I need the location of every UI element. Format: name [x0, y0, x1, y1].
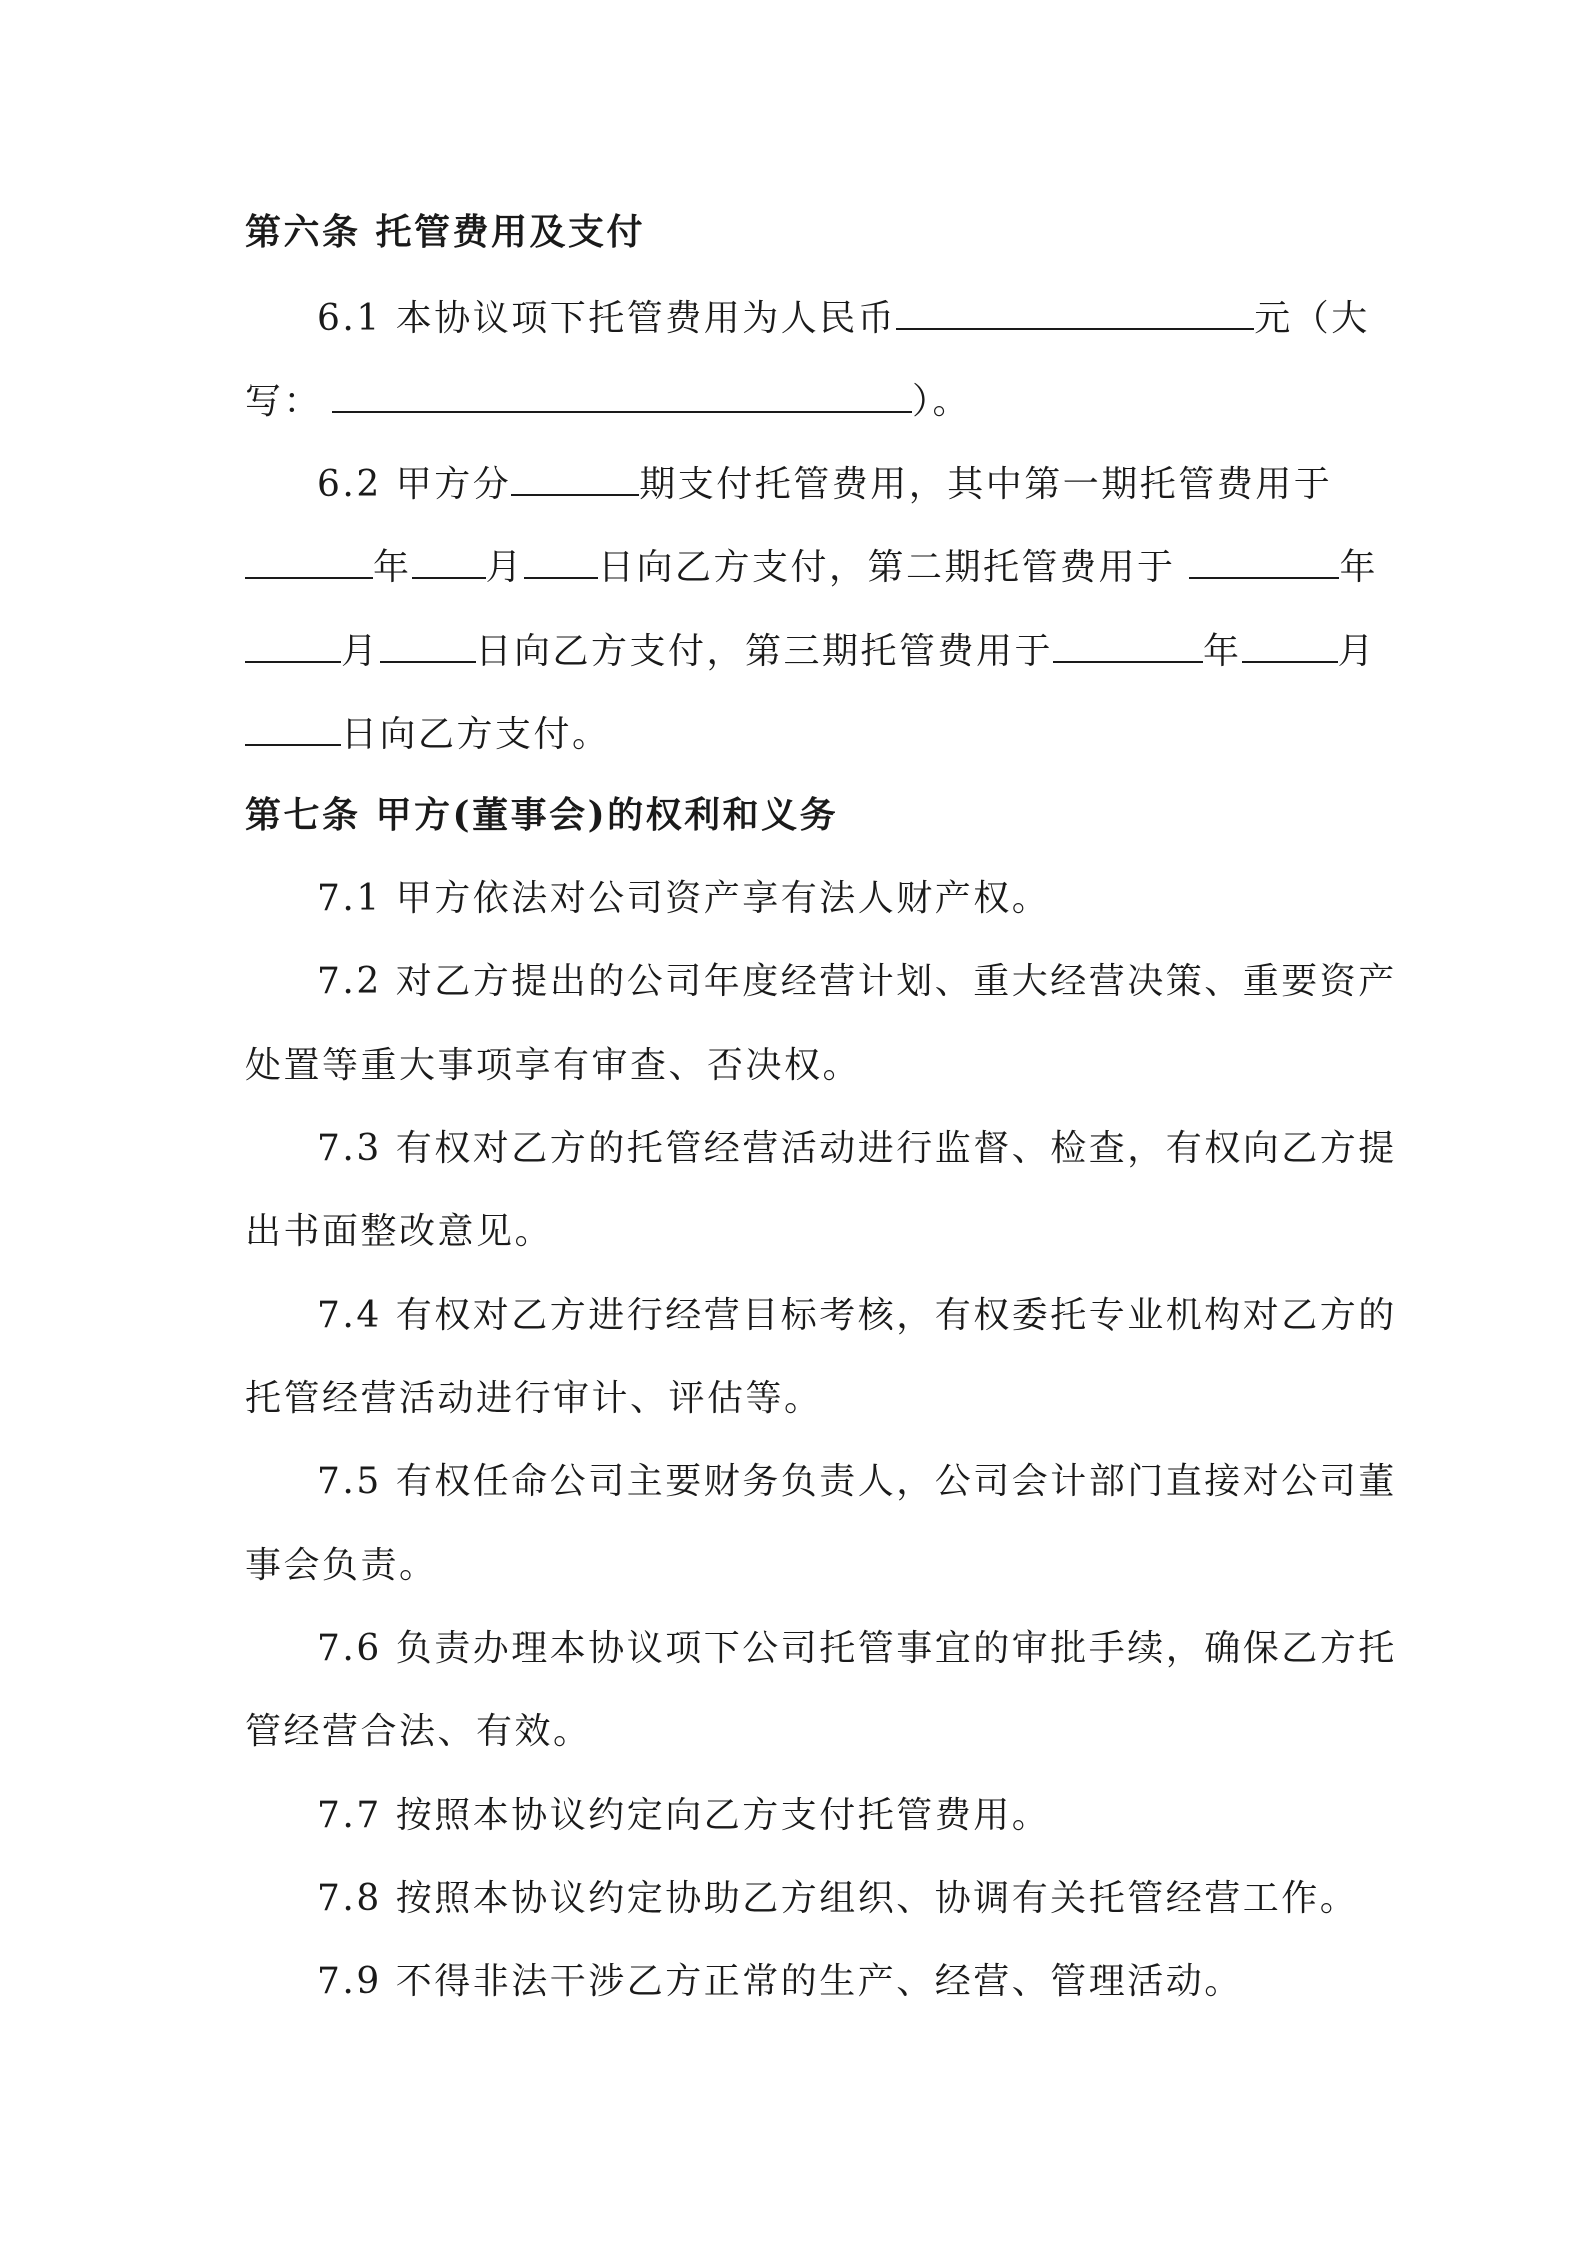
clause-7-6-text-a: 7.6 负责办理本协议项下公司托管事宜的审批手续，确保乙方托	[317, 1628, 1397, 1669]
clause-7-9-text: 7.9 不得非法干涉乙方正常的生产、经营、管理活动。	[317, 1961, 1243, 2002]
year-label-2: 年	[1339, 547, 1378, 588]
document-page	[245, 0, 1397, 2245]
article-7-heading-text: 第七条 甲方(董事会)的权利和义务	[245, 794, 839, 836]
clause-7-1-text: 7.1 甲方依法对公司资产享有法人财产权。	[317, 878, 1051, 919]
article-6-heading-text: 第六条 托管费用及支付	[245, 211, 646, 253]
clause-7-3-line-2	[245, 1208, 553, 1256]
third-payment-day-blank[interactable]	[245, 708, 341, 746]
clause-6-2-text-k: 日向乙方支付。	[341, 714, 611, 755]
month-label-3: 月	[1337, 631, 1377, 672]
clause-7-3-line-1	[317, 1125, 1397, 1173]
clause-7-7-text: 7.7 按照本协议约定向乙方支付托管费用。	[317, 1795, 1051, 1836]
clause-7-6-line-2	[245, 1708, 592, 1756]
clause-7-5-text-a: 7.5 有权任命公司主要财务负责人，公司会计部门直接对公司董	[317, 1461, 1397, 1502]
month-label-1: 月	[485, 547, 525, 588]
clause-6-1-text-b: 元（大	[1254, 298, 1370, 339]
clause-6-2-line-3	[245, 625, 1376, 676]
third-payment-year-blank[interactable]	[1053, 625, 1203, 663]
year-label-3: 年	[1203, 631, 1242, 672]
clause-6-2-line-1	[317, 458, 1332, 509]
month-label-2: 月	[341, 631, 380, 672]
clause-6-2-text-e: 日向乙方支付，第二期托管费用于	[598, 547, 1190, 588]
clause-7-4-text-b: 托管经营活动进行审计、评估等。	[245, 1378, 823, 1419]
second-payment-year-blank[interactable]	[1189, 541, 1339, 579]
clause-7-9	[317, 1958, 1243, 2006]
clause-7-2-line-2	[245, 1042, 861, 1090]
second-payment-day-blank[interactable]	[380, 625, 476, 663]
first-payment-year-blank[interactable]	[245, 541, 373, 579]
clause-7-1	[317, 875, 1050, 923]
clause-7-8	[317, 1875, 1358, 1923]
clause-7-3-text-b: 出书面整改意见。	[245, 1211, 554, 1252]
clause-6-1-line-1	[317, 292, 1370, 343]
clause-7-5-line-1	[317, 1458, 1397, 1506]
first-payment-day-blank[interactable]	[524, 541, 598, 579]
clause-7-4-line-2	[245, 1375, 823, 1423]
clause-7-7	[317, 1792, 1050, 1840]
article-6-heading	[245, 208, 645, 256]
clause-6-2-line-2	[245, 541, 1378, 592]
clause-7-8-text: 7.8 按照本协议约定协助乙方组织、协调有关托管经营工作。	[317, 1878, 1359, 1919]
first-payment-month-blank[interactable]	[412, 541, 486, 579]
third-payment-month-blank[interactable]	[1242, 625, 1338, 663]
clause-7-6-text-b: 管经营合法、有效。	[245, 1711, 592, 1752]
fee-amount-blank[interactable]	[896, 292, 1254, 330]
clause-7-2-line-1	[317, 958, 1397, 1006]
clause-6-2-text-h: 日向乙方支付，第三期托管费用于	[475, 631, 1054, 672]
clause-7-5-text-b: 事会负责。	[245, 1545, 438, 1586]
clause-7-4-text-a: 7.4 有权对乙方进行经营目标考核，有权委托专业机构对乙方的	[317, 1295, 1397, 1336]
clause-7-2-text-b: 处置等重大事项享有审查、否决权。	[245, 1045, 862, 1086]
clause-6-1-text-a: 6.1 本协议项下托管费用为人民币	[317, 298, 897, 339]
clause-7-2-text-a: 7.2 对乙方提出的公司年度经营计划、重大经营决策、重要资产	[317, 961, 1397, 1002]
clause-6-1-line-2	[245, 375, 971, 426]
clause-6-1-text-c: 写：	[245, 381, 323, 422]
clause-7-5-line-2	[245, 1542, 438, 1590]
clause-6-2-text-a: 6.2 甲方分	[317, 464, 512, 505]
year-label-1: 年	[373, 547, 412, 588]
clause-7-3-text-a: 7.3 有权对乙方的托管经营活动进行监督、检查，有权向乙方提	[317, 1128, 1397, 1169]
second-payment-month-blank[interactable]	[245, 625, 341, 663]
clause-6-1-text-d: ）。	[912, 381, 972, 422]
clause-6-2-text-b: 期支付托管费用，其中第一期托管费用于	[639, 464, 1333, 505]
installments-blank[interactable]	[511, 458, 639, 496]
fee-amount-words-blank[interactable]	[332, 375, 912, 413]
clause-7-4-line-1	[317, 1292, 1397, 1340]
clause-6-2-line-4	[245, 708, 611, 759]
article-7-heading	[245, 791, 838, 839]
clause-7-6-line-1	[317, 1625, 1397, 1673]
